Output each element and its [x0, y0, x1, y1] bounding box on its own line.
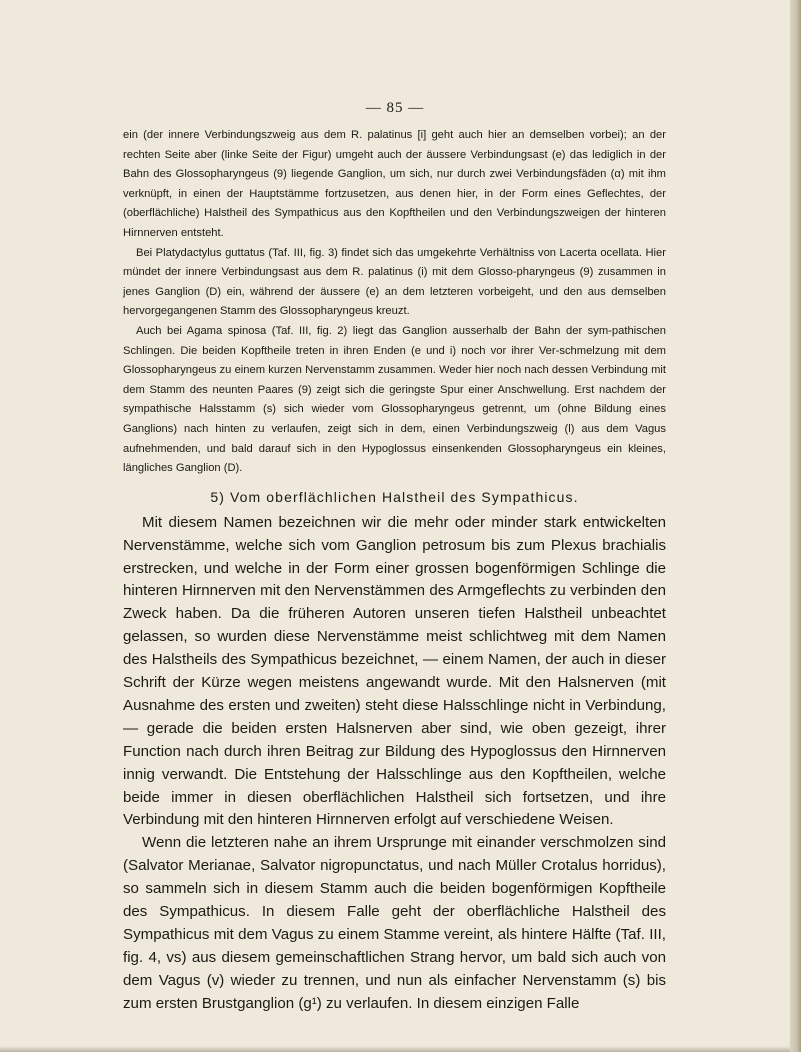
paragraph-2: Bei Platydactylus guttatus (Taf. III, fig. 3) findet sich das umgekehrte Verhältniss von Lacerta ocellata. Hier mündet der innere Verbindungsast aus dem R. palatinus (i) mit dem Glosso-pharyngeus (9) zusammen in jenes Ganglion (D) ein, während der äussere (e) an dem letzteren vorbeigeht, und den aus demselben hervorgegangenen Stamm des Glossopharyngeus kreuzt.	[123, 246, 666, 318]
paragraph-4: Mit diesem Namen bezeichnen wir die mehr oder minder stark entwickelten Nervenstämme, welche sich vom Ganglion petrosum bis zum Plexus brachialis erstrecken, und welche in der Form einer grossen bogenförmigen Schlinge die hinteren Hirnnerven mit den Nervenstämmen des Armgeflechts zu verbinden den Zweck haben. Da die früheren Autoren unseren tiefen Halstheil unbeachtet gelassen, so wurden diese Nervenstämme meist schlichtweg mit dem Namen des Halstheils des Sympathicus bezeichnet, — einem Namen, der auch in dieser Schrift der Kürze wegen meistens angewandt wurde. Mit den Halsnerven (mit Ausnahme des ersten und zweiten) steht diese Halsschlinge nicht in Verbindung, — gerade die beiden ersten Halsnerven aber sind, wie oben gezeigt, ihrer Function nach durch ihren Beitrag zur Bildung des Hypoglossus den Hirnnerven innig verwandt. Die Entstehung der Halsschlinge aus den Kopftheilen, welche beide immer in diesen oberflächlichen Halstheil sich fortsetzen, und ihre Verbindung mit den hinteren Hirnnerven erfolgt auf verschiedene Weisen.	[123, 513, 666, 829]
paragraph-3: Auch bei Agama spinosa (Taf. III, fig. 2) liegt das Ganglion ausserhalb der Bahn der sym-pathischen Schlingen. Die beiden Kopftheile treten in ihren Enden (e und i) noch vor ihrer Ver-schmelzung mit dem Glossopharyngeus zu einem kurzen Nervenstamm zusammen. Weder hier noch nach dessen Verbindung mit dem Stamm des neunten Paares (9) zeigt sich die geringste Spur einer Anschwellung. Erst nachdem der sympathische Halsstamm (s) sich wieder vom Glossopharyngeus getrennt, um (ohne Bildung eines Ganglions) nach hinten zu verlaufen, zeigt sich in dem, einen Verbindungszweig (l) aus dem Vagus aufnehmenden, und bald darauf sich in den Hypoglossus einsenkenden Glossopharyngeus ein kleines, längliches Ganglion (D).	[123, 324, 666, 475]
paragraph-5: Wenn die letzteren nahe an ihrem Ursprunge mit einander verschmolzen sind (Salvator Merianae, Salvator nigropunctatus, und nach Müller Crotalus horridus), so sammeln sich in diesem Stamm auch die beiden bogenförmigen Kopftheile des Sympathicus. In diesem Falle geht der oberflächliche Halstheil des Sympathicus mit dem Vagus zu einem Stamme vereint, als hintere Hälfte (Taf. III, fig. 4, vs) aus diesem gemeinschaftlichen Strang hervor, um bald sich auch von dem Vagus (v) wieder zu trennen, und nun als einfacher Nervenstamm (s) bis zum ersten Brustganglion (g¹) zu verlaufen. In diesem einzigen Falle	[123, 834, 666, 1012]
page-body	[123, 126, 666, 1016]
page-number: — 85 —	[365, 100, 425, 116]
section-heading: 5) Vom oberflächlichen Halstheil des Sympathicus.	[210, 488, 579, 505]
page-bottom-shadow	[0, 1046, 790, 1052]
paragraph-1: ein (der innere Verbindungszweig aus dem R. palatinus [i] geht auch hier an demselben vorbei); an der rechten Seite aber (linke Seite der Figur) umgeht auch der äussere Verbindungsast (e) das lediglich in der Bahn des Glossopharyngeus (9) liegende Ganglion, um sich, nur durch zwei Verbindungsfäden (α) mit ihm verknüpft, in einen der Hauptstämme fortzusetzen, aus denen hier, in der Form eines Geflechtes, der (oberflächliche) Halstheil des Sympathicus aus den Kopftheilen und den Verbindungszweigen der hinteren Hirnnerven entsteht.	[123, 129, 666, 239]
page-edge	[790, 0, 801, 1052]
